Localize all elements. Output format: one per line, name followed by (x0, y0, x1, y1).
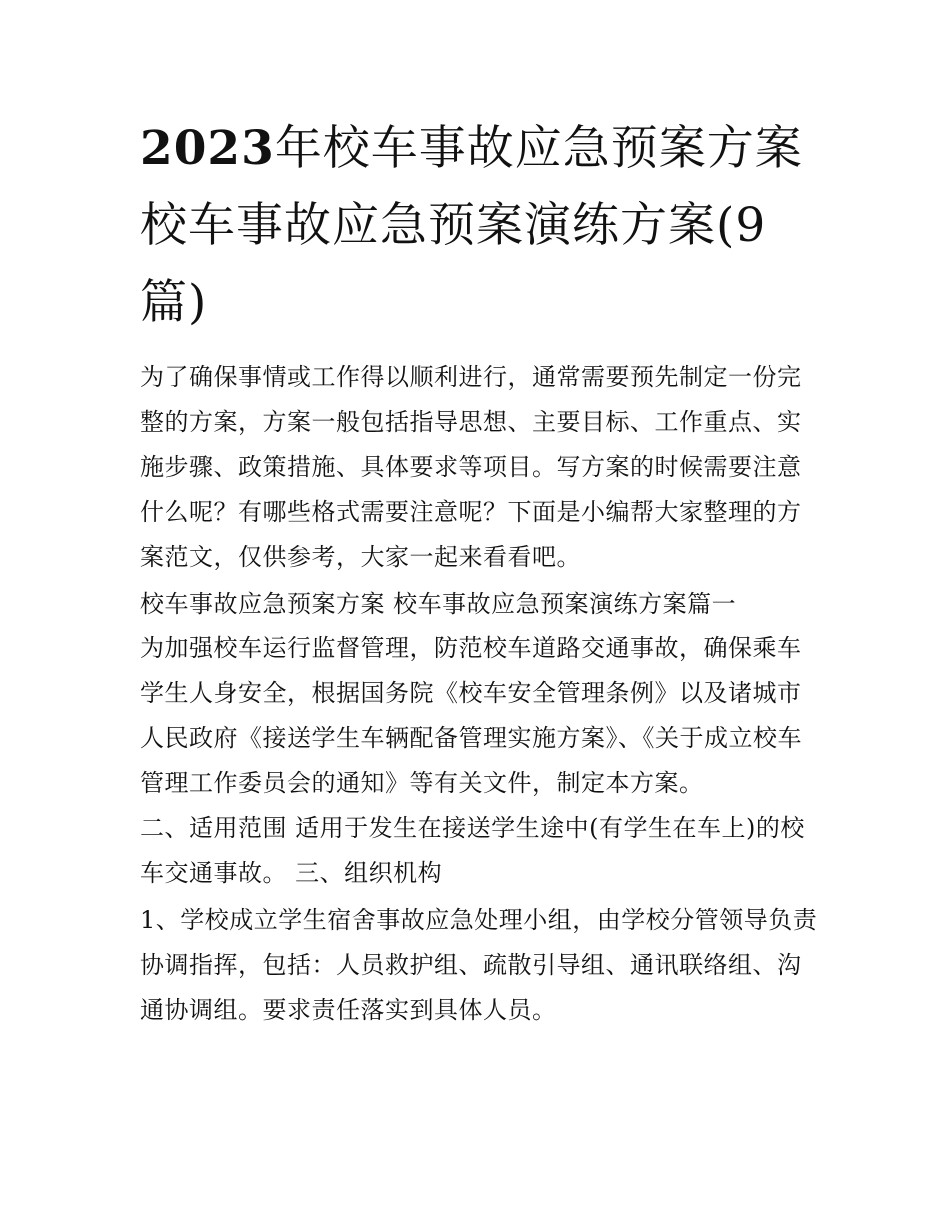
intro-paragraph: 为了确保事情或工作得以顺利进行，通常需要预先制定一份完整的方案，方案一般包括指导思想、主要目标、工作重点、实施步骤、政策措施、具体要求等项目。写方案的时候需要注意什么呢？有哪些格式需要注意呢？下面是小编帮大家整理的方案范文，仅供参考，大家一起来看看吧。 (140, 363, 802, 571)
organization-item-1: 1、学校成立学生宿舍事故应急处理小组，由学校分管领导负责协调指挥，包括：人员救护组、疏散引导组、通讯联络组、沟通协调组。要求责任落实到具体人员。 (140, 906, 818, 1024)
title-year: 2023 (140, 121, 275, 176)
purpose-paragraph: 为加强校车运行监督管理，防范校车道路交通事故，确保乘车学生人身安全，根据国务院《校车安全管理条例》以及诸城市人民政府《接送学生车辆配备管理实施方案》、《关于成立校车管理工作委员会的通知》等有关文件，制定本方案。 (140, 634, 802, 797)
section-heading: 校车事故应急预案方案 校车事故应急预案演练方案篇一 (140, 590, 737, 618)
document-title (140, 110, 820, 341)
title-text: 年校车事故应急预案方案 校车事故应急预案演练方案(9篇) (140, 121, 803, 330)
scope-paragraph: 二、适用范围 适用于发生在接送学生途中(有学生在车上)的校车交通事故。 三、组织机构 (140, 814, 805, 887)
document-page (140, 110, 820, 1033)
